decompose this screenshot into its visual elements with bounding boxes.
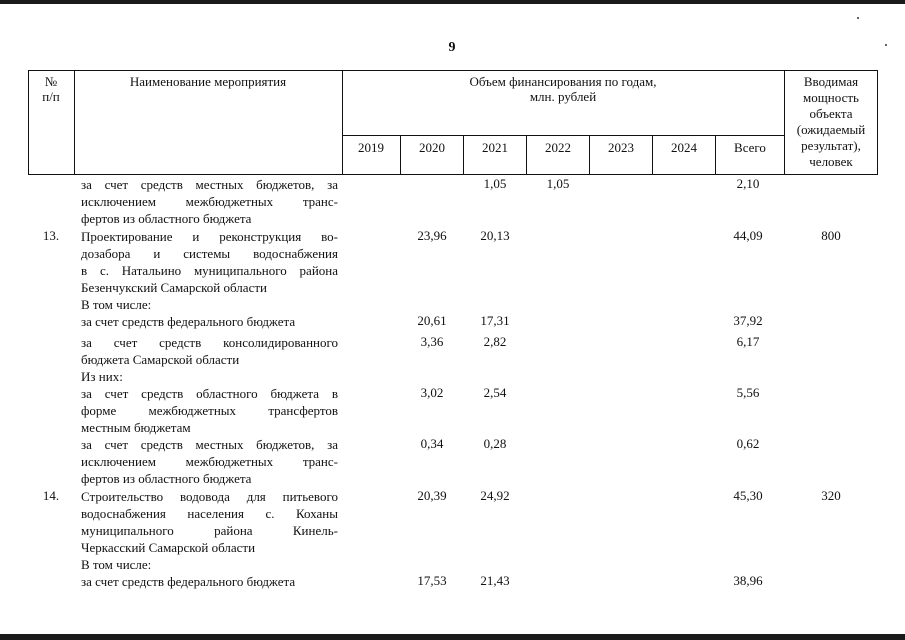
value-2021: 17,31 — [480, 313, 510, 328]
row-number: 14. — [42, 488, 60, 503]
header-capacity-line: Вводимая — [803, 74, 859, 89]
row-description — [81, 296, 338, 313]
value-2021: 2,82 — [483, 334, 507, 349]
row-capacity: 320 — [821, 488, 841, 503]
row-description-line: Строительство водовода для питьевого — [81, 489, 338, 504]
header-num-line: № — [44, 74, 58, 89]
row-description-line: В том числе: — [81, 557, 152, 572]
header-funding-line: Объем финансирования по годам, — [469, 74, 657, 89]
header-capacity-line: (ожидаемый — [796, 122, 866, 137]
row-description-line: В том числе: — [81, 297, 152, 312]
value-2020: 3,36 — [420, 334, 444, 349]
row-description-line: Проектирование и реконструкция во- — [81, 229, 338, 244]
header-year-total: Всего — [734, 140, 766, 155]
value-total: 37,92 — [733, 313, 763, 328]
row-description-line: фертов из областного бюджета — [81, 471, 252, 486]
row-description — [81, 368, 338, 385]
row-description — [81, 228, 338, 296]
value-2020: 20,61 — [417, 313, 447, 328]
header-year-2022: 2022 — [545, 140, 571, 155]
row-description-line: за счет средств федерального бюджета — [81, 314, 296, 329]
header-capacity-line: результат), — [801, 138, 861, 153]
row-description-line: за счет средств областного бюджета в — [81, 386, 338, 401]
value-total: 5,56 — [736, 385, 760, 400]
row-capacity: 800 — [821, 228, 841, 243]
value-total: 0,62 — [736, 436, 760, 451]
header-funding — [342, 74, 784, 104]
row-description-line: за счет средств местных бюджетов, за — [81, 177, 338, 192]
row-description-line: за счет средств местных бюджетов, за — [81, 437, 338, 452]
value-2020: 0,34 — [420, 436, 444, 451]
value-2021: 20,13 — [480, 228, 510, 243]
row-description-line: фертов из областного бюджета — [81, 211, 252, 226]
row-description-line: местным бюджетам — [81, 420, 191, 435]
value-2020: 3,02 — [420, 385, 444, 400]
header-year-2020: 2020 — [419, 140, 445, 155]
header-funding-line: млн. рублей — [529, 89, 597, 104]
value-2021: 2,54 — [483, 385, 507, 400]
page-number: 9 — [448, 40, 456, 55]
value-total: 38,96 — [733, 573, 763, 588]
header-capacity-line: человек — [809, 154, 853, 169]
row-description-line: в с. Натальино муниципального района — [81, 263, 338, 278]
scan-border-top — [0, 0, 905, 4]
row-number: 13. — [42, 228, 60, 243]
row-description-line: за счет средств федерального бюджета — [81, 574, 296, 589]
row-description-line: дозабора и системы водоснабжения — [81, 246, 338, 261]
header-name-col: Наименование мероприятия — [129, 74, 287, 89]
value-2020: 23,96 — [417, 228, 447, 243]
value-total: 2,10 — [736, 176, 760, 191]
row-description-line: бюджета Самарской области — [81, 352, 240, 367]
scan-border-bottom — [0, 634, 905, 640]
header-num-line: п/п — [42, 89, 60, 104]
value-total: 6,17 — [736, 334, 760, 349]
row-description — [81, 488, 338, 556]
value-2021: 1,05 — [483, 176, 507, 191]
value-2020: 20,39 — [417, 488, 447, 503]
header-year-2024: 2024 — [671, 140, 697, 155]
value-2022: 1,05 — [546, 176, 570, 191]
value-2020: 17,53 — [417, 573, 447, 588]
row-description — [81, 385, 338, 436]
row-description — [81, 556, 338, 573]
row-description-line: муниципального района Кинель- — [81, 523, 338, 538]
header-year-2021: 2021 — [482, 140, 508, 155]
row-description — [81, 573, 338, 590]
value-total: 44,09 — [733, 228, 763, 243]
scan-speck — [885, 44, 887, 46]
header-capacity-line: мощность — [803, 90, 859, 105]
header-capacity — [784, 74, 878, 170]
row-description-line: Из них: — [81, 369, 123, 384]
row-description-line: форме межбюджетных трансфертов — [81, 403, 338, 418]
value-2021: 24,92 — [480, 488, 510, 503]
row-description — [81, 436, 338, 487]
header-capacity-line: объекта — [809, 106, 853, 121]
row-description — [81, 176, 338, 227]
header-year-2023: 2023 — [608, 140, 634, 155]
value-total: 45,30 — [733, 488, 763, 503]
row-description-line: за счет средств консолидированного — [81, 335, 338, 350]
row-description — [81, 313, 338, 330]
header-num-col — [28, 74, 74, 104]
row-description-line: исключением межбюджетных транс- — [81, 454, 338, 469]
value-2021: 21,43 — [480, 573, 510, 588]
value-2021: 0,28 — [483, 436, 507, 451]
header-year-2019: 2019 — [358, 140, 384, 155]
row-description-line: исключением межбюджетных транс- — [81, 194, 338, 209]
scan-speck — [857, 17, 859, 19]
row-description-line: водоснабжения населения с. Коханы — [81, 506, 338, 521]
row-description — [81, 334, 338, 368]
row-description-line: Черкасский Самарской области — [81, 540, 256, 555]
row-description-line: Безенчукский Самарской области — [81, 280, 267, 295]
